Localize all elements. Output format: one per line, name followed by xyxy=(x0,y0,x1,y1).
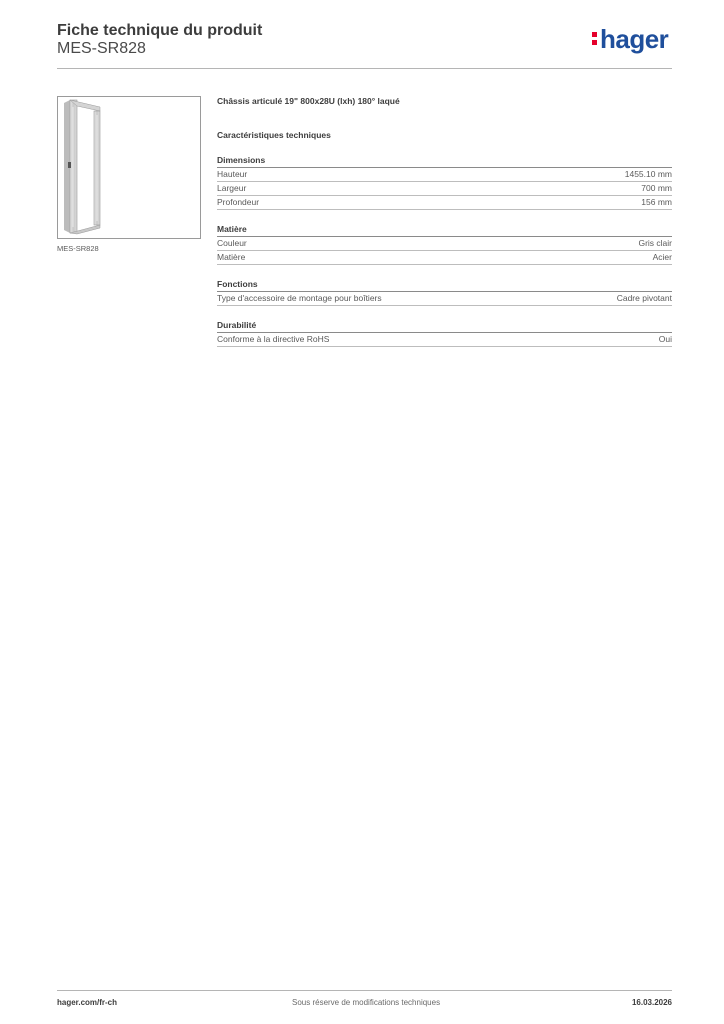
spec-label: Couleur xyxy=(217,238,247,248)
spec-value: 1455.10 mm xyxy=(624,169,672,179)
section-title: Matière xyxy=(217,224,672,237)
spec-value: 156 mm xyxy=(641,197,672,207)
spec-row xyxy=(217,237,672,251)
footer-date: 16.03.2026 xyxy=(631,998,672,1007)
specifications xyxy=(217,96,672,347)
section-durability xyxy=(217,320,672,347)
footer-note: Sous réserve de modifications techniques xyxy=(292,998,441,1007)
spec-row xyxy=(217,196,672,210)
product-reference: MES-SR828 xyxy=(57,40,146,57)
product-image xyxy=(57,96,201,239)
spec-row xyxy=(217,333,672,347)
spec-label: Profondeur xyxy=(217,197,260,207)
spec-row xyxy=(217,251,672,265)
section-functions xyxy=(217,279,672,306)
spec-value: Oui xyxy=(658,334,672,344)
image-caption: MES-SR828 xyxy=(57,244,99,253)
section-title: Fonctions xyxy=(217,279,672,292)
spec-heading: Caractéristiques techniques xyxy=(217,130,331,140)
footer-website-link[interactable]: hager.com/fr-ch xyxy=(57,998,118,1007)
hager-logo xyxy=(592,24,668,55)
page-title: Fiche technique du produit xyxy=(57,22,263,39)
spec-row xyxy=(217,168,672,182)
spec-label: Hauteur xyxy=(217,169,248,179)
logo-colon-icon xyxy=(592,28,598,48)
logo-text: hager xyxy=(600,24,669,54)
header-divider xyxy=(57,68,672,69)
section-title: Durabilité xyxy=(217,320,672,333)
spec-value: Acier xyxy=(652,252,672,262)
spec-label: Largeur xyxy=(217,183,247,193)
spec-value: 700 mm xyxy=(641,183,672,193)
section-material xyxy=(217,224,672,265)
section-dimensions xyxy=(217,155,672,210)
spec-label: Type d'accessoire de montage pour boîtiers xyxy=(217,293,382,303)
spec-label: Conforme à la directive RoHS xyxy=(217,334,330,344)
spec-value: Gris clair xyxy=(638,238,672,248)
product-name: Châssis articulé 19" 800x28U (lxh) 180° laqué xyxy=(217,96,400,106)
spec-row xyxy=(217,182,672,196)
footer-divider xyxy=(57,990,672,991)
spec-row xyxy=(217,292,672,306)
spec-value: Cadre pivotant xyxy=(616,293,672,303)
section-title: Dimensions xyxy=(217,155,672,168)
rack-frame-icon xyxy=(58,97,200,238)
spec-label: Matière xyxy=(217,252,246,262)
